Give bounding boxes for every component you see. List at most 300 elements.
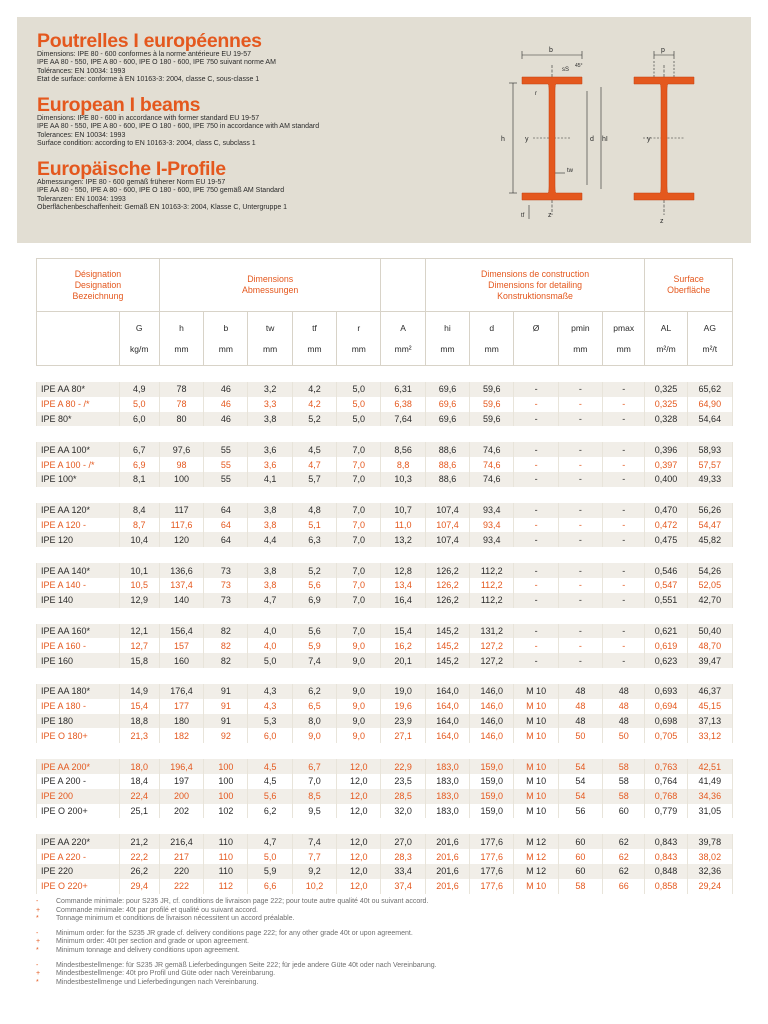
row-value: M 12 bbox=[514, 834, 558, 849]
ibeam-shape bbox=[522, 77, 582, 200]
footnote-line bbox=[36, 962, 736, 971]
label-y: y bbox=[525, 136, 529, 143]
unit-header: mm² bbox=[381, 344, 425, 366]
row-value: 4,4 bbox=[248, 532, 292, 547]
row-value: 28,5 bbox=[381, 789, 425, 804]
row-value: 60 bbox=[603, 804, 645, 819]
footnote-group bbox=[36, 962, 736, 988]
row-value: - bbox=[603, 563, 645, 578]
row-value: 7,0 bbox=[337, 563, 381, 578]
row-value: 55 bbox=[204, 472, 248, 487]
row-value: 7,0 bbox=[337, 472, 381, 487]
row-value: 117 bbox=[159, 503, 203, 518]
separator-cell bbox=[37, 487, 733, 503]
row-value: 8,1 bbox=[119, 472, 159, 487]
table-row bbox=[37, 759, 733, 774]
row-value: 54 bbox=[558, 789, 602, 804]
table-row bbox=[37, 638, 733, 653]
row-value: 58,93 bbox=[687, 442, 732, 457]
row-value: 9,2 bbox=[292, 864, 336, 879]
group-construction bbox=[425, 259, 645, 312]
row-value: 9,0 bbox=[337, 699, 381, 714]
row-value: 176,4 bbox=[159, 684, 203, 699]
row-value: 196,4 bbox=[159, 759, 203, 774]
row-value: 91 bbox=[204, 684, 248, 699]
row-value: 8,56 bbox=[381, 442, 425, 457]
row-value: - bbox=[514, 653, 558, 668]
row-value: - bbox=[514, 412, 558, 427]
row-value: 9,0 bbox=[337, 684, 381, 699]
row-value: - bbox=[558, 563, 602, 578]
table-row bbox=[37, 442, 733, 457]
row-value: 0,705 bbox=[645, 728, 687, 743]
english-line-4: Surface condition: according to EN 10163-3: 2004, class C, subclass 1 bbox=[37, 140, 256, 148]
row-value: 182 bbox=[159, 728, 203, 743]
row-value: M 10 bbox=[514, 774, 558, 789]
row-value: 42,70 bbox=[687, 593, 732, 608]
row-value: 5,9 bbox=[248, 864, 292, 879]
row-value: 159,0 bbox=[470, 789, 514, 804]
row-value: 50,40 bbox=[687, 624, 732, 639]
footnote-line bbox=[36, 947, 736, 956]
row-value: 60 bbox=[558, 864, 602, 879]
unit-header: m²/m bbox=[645, 344, 687, 366]
row-value: 13,2 bbox=[381, 532, 425, 547]
row-value: 12,0 bbox=[337, 774, 381, 789]
row-designation: IPE 140 bbox=[37, 593, 120, 608]
row-value: - bbox=[558, 382, 602, 397]
row-value: 39,78 bbox=[687, 834, 732, 849]
row-value: 12,0 bbox=[337, 759, 381, 774]
table-row bbox=[37, 653, 733, 668]
row-value: - bbox=[603, 472, 645, 487]
unit-header bbox=[514, 344, 558, 366]
row-value: M 10 bbox=[514, 684, 558, 699]
row-value: 33,12 bbox=[687, 728, 732, 743]
row-value: 56 bbox=[558, 804, 602, 819]
row-value: 58 bbox=[603, 759, 645, 774]
row-value: - bbox=[558, 624, 602, 639]
row-value: 29,24 bbox=[687, 879, 732, 894]
row-value: 15,8 bbox=[119, 653, 159, 668]
column-header: h bbox=[159, 312, 203, 345]
column-header: r bbox=[337, 312, 381, 345]
english-line-3: Tolerances: EN 10034: 1993 bbox=[37, 131, 126, 139]
column-header: pmax bbox=[603, 312, 645, 345]
table-row bbox=[37, 532, 733, 547]
table-row bbox=[37, 472, 733, 487]
row-value: 50 bbox=[603, 728, 645, 743]
column-header: tf bbox=[292, 312, 336, 345]
row-value: 0,764 bbox=[645, 774, 687, 789]
row-value: 140 bbox=[159, 593, 203, 608]
separator-cell bbox=[37, 818, 733, 834]
row-value: 164,0 bbox=[425, 714, 469, 729]
row-designation: IPE O 200+ bbox=[37, 804, 120, 819]
row-value: 5,9 bbox=[292, 638, 336, 653]
row-designation: IPE AA 140* bbox=[37, 563, 120, 578]
row-value: 15,4 bbox=[119, 699, 159, 714]
row-designation: IPE 80* bbox=[37, 412, 120, 427]
row-value: 62 bbox=[603, 834, 645, 849]
ibeam-shape-2 bbox=[634, 77, 694, 200]
row-value: 12,0 bbox=[337, 849, 381, 864]
row-designation: IPE A 200 - bbox=[37, 774, 120, 789]
unit-header: mm bbox=[425, 344, 469, 366]
row-value: 6,38 bbox=[381, 397, 425, 412]
group-separator bbox=[37, 487, 733, 503]
dimensions-table bbox=[36, 258, 733, 894]
row-value: - bbox=[603, 442, 645, 457]
row-value: 3,6 bbox=[248, 457, 292, 472]
row-value: - bbox=[558, 518, 602, 533]
row-value: 80 bbox=[159, 412, 203, 427]
german-block bbox=[37, 159, 287, 213]
row-value: - bbox=[558, 412, 602, 427]
row-value: 107,4 bbox=[425, 532, 469, 547]
row-value: 12,0 bbox=[337, 879, 381, 894]
row-value: 110 bbox=[204, 864, 248, 879]
footnote-text: Minimum tonnage and delivery conditions upon agreement. bbox=[56, 946, 240, 954]
row-value: 120 bbox=[159, 532, 203, 547]
row-value: 4,2 bbox=[292, 382, 336, 397]
row-value: 112 bbox=[204, 879, 248, 894]
row-value: - bbox=[558, 578, 602, 593]
label-r: r bbox=[535, 91, 537, 97]
row-value: - bbox=[514, 397, 558, 412]
row-value: 5,6 bbox=[248, 789, 292, 804]
row-value: 91 bbox=[204, 699, 248, 714]
row-value: 10,2 bbox=[292, 879, 336, 894]
row-value: 6,6 bbox=[248, 879, 292, 894]
label-z2: z bbox=[660, 218, 664, 225]
footnote-line bbox=[36, 979, 736, 988]
table-row bbox=[37, 789, 733, 804]
label-tf: tf bbox=[521, 213, 525, 219]
row-value: 0,619 bbox=[645, 638, 687, 653]
row-value: - bbox=[514, 503, 558, 518]
table-row bbox=[37, 503, 733, 518]
row-value: 12,9 bbox=[119, 593, 159, 608]
column-header-designation bbox=[37, 312, 120, 345]
row-value: 62 bbox=[603, 864, 645, 879]
column-header: d bbox=[470, 312, 514, 345]
row-value: - bbox=[603, 412, 645, 427]
row-value: 216,4 bbox=[159, 834, 203, 849]
row-value: 5,1 bbox=[292, 518, 336, 533]
row-value: 34,36 bbox=[687, 789, 732, 804]
row-value: 64,90 bbox=[687, 397, 732, 412]
table-row bbox=[37, 518, 733, 533]
row-value: 6,9 bbox=[292, 593, 336, 608]
row-value: 18,4 bbox=[119, 774, 159, 789]
unit-header: m²/t bbox=[687, 344, 732, 366]
row-value: 7,0 bbox=[337, 518, 381, 533]
group-designation-line-3: Bezeichnung bbox=[72, 290, 124, 301]
row-value: 54,26 bbox=[687, 563, 732, 578]
row-value: 73 bbox=[204, 593, 248, 608]
row-value: 54 bbox=[558, 774, 602, 789]
row-value: 60 bbox=[558, 849, 602, 864]
row-value: 5,0 bbox=[337, 382, 381, 397]
row-value: M 10 bbox=[514, 789, 558, 804]
row-value: 0,779 bbox=[645, 804, 687, 819]
table-row bbox=[37, 849, 733, 864]
row-value: 3,8 bbox=[248, 518, 292, 533]
row-designation: IPE 100* bbox=[37, 472, 120, 487]
row-value: 202 bbox=[159, 804, 203, 819]
row-value: 107,4 bbox=[425, 503, 469, 518]
unit-header: mm bbox=[470, 344, 514, 366]
row-value: 145,2 bbox=[425, 653, 469, 668]
row-value: 4,0 bbox=[248, 638, 292, 653]
row-value: M 10 bbox=[514, 759, 558, 774]
row-value: - bbox=[558, 397, 602, 412]
row-value: 88,6 bbox=[425, 457, 469, 472]
row-value: 49,33 bbox=[687, 472, 732, 487]
unit-header: mm bbox=[292, 344, 336, 366]
row-value: 55 bbox=[204, 457, 248, 472]
row-value: 0,328 bbox=[645, 412, 687, 427]
french-title: Poutrelles I européennes bbox=[37, 30, 262, 52]
row-value: 7,0 bbox=[337, 593, 381, 608]
row-value: 0,472 bbox=[645, 518, 687, 533]
row-value: 5,0 bbox=[248, 653, 292, 668]
table-row bbox=[37, 578, 733, 593]
row-value: M 10 bbox=[514, 728, 558, 743]
table-row bbox=[37, 879, 733, 894]
row-value: 64 bbox=[204, 532, 248, 547]
row-value: - bbox=[558, 472, 602, 487]
row-value: 56,26 bbox=[687, 503, 732, 518]
row-value: 48 bbox=[603, 684, 645, 699]
group-separator bbox=[37, 547, 733, 563]
row-designation: IPE A 80 - /* bbox=[37, 397, 120, 412]
row-value: 6,2 bbox=[292, 684, 336, 699]
row-value: 6,2 bbox=[248, 804, 292, 819]
footnote-line bbox=[36, 938, 736, 947]
row-value: - bbox=[558, 593, 602, 608]
row-value: 7,0 bbox=[337, 578, 381, 593]
row-value: - bbox=[558, 503, 602, 518]
column-header: G bbox=[119, 312, 159, 345]
row-value: 4,5 bbox=[248, 774, 292, 789]
german-line-4: Oberflächenbeschaffenheit: Gemäß EN 10163-3: 2004, Klasse C, Untergruppe 1 bbox=[37, 204, 288, 212]
row-value: 48 bbox=[558, 714, 602, 729]
row-value: 82 bbox=[204, 624, 248, 639]
column-header: hi bbox=[425, 312, 469, 345]
row-designation: IPE O 180+ bbox=[37, 728, 120, 743]
row-value: 46 bbox=[204, 382, 248, 397]
row-value: 7,0 bbox=[337, 457, 381, 472]
row-value: 11,0 bbox=[381, 518, 425, 533]
table-row bbox=[37, 397, 733, 412]
row-value: 177,6 bbox=[470, 864, 514, 879]
row-value: 64 bbox=[204, 518, 248, 533]
row-value: 0,858 bbox=[645, 879, 687, 894]
row-value: M 10 bbox=[514, 699, 558, 714]
german-line-3: Toleranzen: EN 10034: 1993 bbox=[37, 195, 126, 203]
row-designation: IPE 160 bbox=[37, 653, 120, 668]
row-value: 10,5 bbox=[119, 578, 159, 593]
table-row bbox=[37, 774, 733, 789]
row-value: 22,9 bbox=[381, 759, 425, 774]
unit-header: mm bbox=[603, 344, 645, 366]
row-value: 82 bbox=[204, 653, 248, 668]
row-value: 55 bbox=[204, 442, 248, 457]
french-line-4: Etat de surface: conforme à EN 10163-3: 2004, classe C, sous-classe 1 bbox=[37, 76, 260, 84]
label-h: h bbox=[501, 136, 505, 143]
unit-header-designation bbox=[37, 344, 120, 366]
column-header: tw bbox=[248, 312, 292, 345]
row-value: 60 bbox=[558, 834, 602, 849]
french-block bbox=[37, 31, 276, 85]
row-value: 45,82 bbox=[687, 532, 732, 547]
row-value: M 10 bbox=[514, 879, 558, 894]
footnote-line bbox=[36, 930, 736, 939]
row-designation: IPE AA 120* bbox=[37, 503, 120, 518]
row-value: 42,51 bbox=[687, 759, 732, 774]
row-value: 8,5 bbox=[292, 789, 336, 804]
separator-cell bbox=[37, 743, 733, 759]
unit-header: mm bbox=[204, 344, 248, 366]
row-value: - bbox=[603, 532, 645, 547]
unit-header: mm bbox=[337, 344, 381, 366]
unit-header: mm bbox=[159, 344, 203, 366]
row-value: 9,5 bbox=[292, 804, 336, 819]
footnote-line bbox=[36, 907, 736, 916]
row-value: - bbox=[603, 503, 645, 518]
row-value: 107,4 bbox=[425, 518, 469, 533]
label-hi: hI bbox=[602, 136, 608, 143]
row-value: 14,9 bbox=[119, 684, 159, 699]
row-value: 32,36 bbox=[687, 864, 732, 879]
row-value: 6,0 bbox=[119, 412, 159, 427]
row-value: 4,2 bbox=[292, 397, 336, 412]
row-value: 12,8 bbox=[381, 563, 425, 578]
group-dimensions-line-1: Dimensions bbox=[247, 274, 294, 284]
row-value: 6,7 bbox=[119, 442, 159, 457]
footnote-text: Commande minimale: pour S235 JR, cf. conditions de livraison page 222; pour toute autre qualité 40t ou suivant accord. bbox=[56, 898, 429, 905]
row-value: 19,6 bbox=[381, 699, 425, 714]
footnote-line bbox=[36, 915, 736, 924]
row-value: 5,6 bbox=[292, 624, 336, 639]
row-value: M 10 bbox=[514, 714, 558, 729]
row-value: - bbox=[514, 578, 558, 593]
row-value: 22,4 bbox=[119, 789, 159, 804]
row-value: 0,400 bbox=[645, 472, 687, 487]
row-value: 159,0 bbox=[470, 759, 514, 774]
row-value: 5,6 bbox=[292, 578, 336, 593]
footnote-text: Mindestbestellmenge und Lieferbedingungen nach Vereinbarung. bbox=[56, 978, 259, 986]
table-row bbox=[37, 563, 733, 578]
row-value: 69,6 bbox=[425, 412, 469, 427]
group-separator bbox=[37, 818, 733, 834]
label-y2: y bbox=[647, 136, 651, 143]
row-designation: IPE 200 bbox=[37, 789, 120, 804]
table-row bbox=[37, 457, 733, 472]
row-value: - bbox=[603, 638, 645, 653]
row-value: 0,475 bbox=[645, 532, 687, 547]
row-value: 177 bbox=[159, 699, 203, 714]
row-value: 69,6 bbox=[425, 397, 469, 412]
table-row bbox=[37, 684, 733, 699]
row-value: - bbox=[603, 397, 645, 412]
row-value: 21,3 bbox=[119, 728, 159, 743]
row-value: 5,2 bbox=[292, 563, 336, 578]
row-value: - bbox=[558, 442, 602, 457]
row-value: 27,1 bbox=[381, 728, 425, 743]
row-value: - bbox=[514, 532, 558, 547]
footnote-marker: - bbox=[36, 898, 39, 905]
row-value: 5,0 bbox=[119, 397, 159, 412]
row-value: 38,02 bbox=[687, 849, 732, 864]
row-value: 3,2 bbox=[248, 382, 292, 397]
row-value: 54 bbox=[558, 759, 602, 774]
row-value: 9,0 bbox=[337, 728, 381, 743]
unit-header: mm bbox=[248, 344, 292, 366]
row-value: 183,0 bbox=[425, 759, 469, 774]
row-value: 9,0 bbox=[292, 728, 336, 743]
row-value: 73 bbox=[204, 563, 248, 578]
row-value: 54,47 bbox=[687, 518, 732, 533]
row-value: 183,0 bbox=[425, 804, 469, 819]
footnote-marker: + bbox=[36, 938, 41, 946]
group-separator bbox=[37, 743, 733, 759]
ibeam-section-diagram bbox=[487, 47, 607, 227]
row-value: 102 bbox=[204, 804, 248, 819]
row-value: 146,0 bbox=[470, 714, 514, 729]
row-value: 146,0 bbox=[470, 728, 514, 743]
row-value: 6,31 bbox=[381, 382, 425, 397]
row-value: - bbox=[558, 653, 602, 668]
row-value: 7,7 bbox=[292, 849, 336, 864]
row-value: 48 bbox=[603, 699, 645, 714]
row-value: - bbox=[514, 593, 558, 608]
row-value: 4,8 bbox=[292, 503, 336, 518]
row-designation: IPE AA 200* bbox=[37, 759, 120, 774]
row-value: 222 bbox=[159, 879, 203, 894]
row-value: 100 bbox=[159, 472, 203, 487]
row-value: 26,2 bbox=[119, 864, 159, 879]
footnote-marker: + bbox=[36, 906, 41, 914]
row-value: 50 bbox=[558, 728, 602, 743]
row-value: 177,6 bbox=[470, 849, 514, 864]
label-angle: 45° bbox=[575, 63, 583, 69]
row-value: 8,8 bbox=[381, 457, 425, 472]
row-designation: IPE A 140 - bbox=[37, 578, 120, 593]
row-value: 5,0 bbox=[248, 849, 292, 864]
separator-cell bbox=[37, 608, 733, 624]
row-designation: IPE AA 220* bbox=[37, 834, 120, 849]
footnote-marker: - bbox=[36, 929, 39, 937]
row-value: 7,64 bbox=[381, 412, 425, 427]
row-value: 74,6 bbox=[470, 472, 514, 487]
footnote-text: Minimum order: for the S235 JR grade cf. delivery conditions page 222; for any other grade 40t or upon agreement. bbox=[56, 929, 413, 937]
row-value: 41,49 bbox=[687, 774, 732, 789]
row-value: 0,546 bbox=[645, 563, 687, 578]
row-value: 19,0 bbox=[381, 684, 425, 699]
column-header: Ø bbox=[514, 312, 558, 345]
row-value: 48,70 bbox=[687, 638, 732, 653]
row-value: 12,0 bbox=[337, 804, 381, 819]
row-value: 12,7 bbox=[119, 638, 159, 653]
row-value: 6,7 bbox=[292, 759, 336, 774]
row-value: 100 bbox=[204, 789, 248, 804]
row-value: 12,0 bbox=[337, 789, 381, 804]
column-header: AL bbox=[645, 312, 687, 345]
column-header: b bbox=[204, 312, 248, 345]
